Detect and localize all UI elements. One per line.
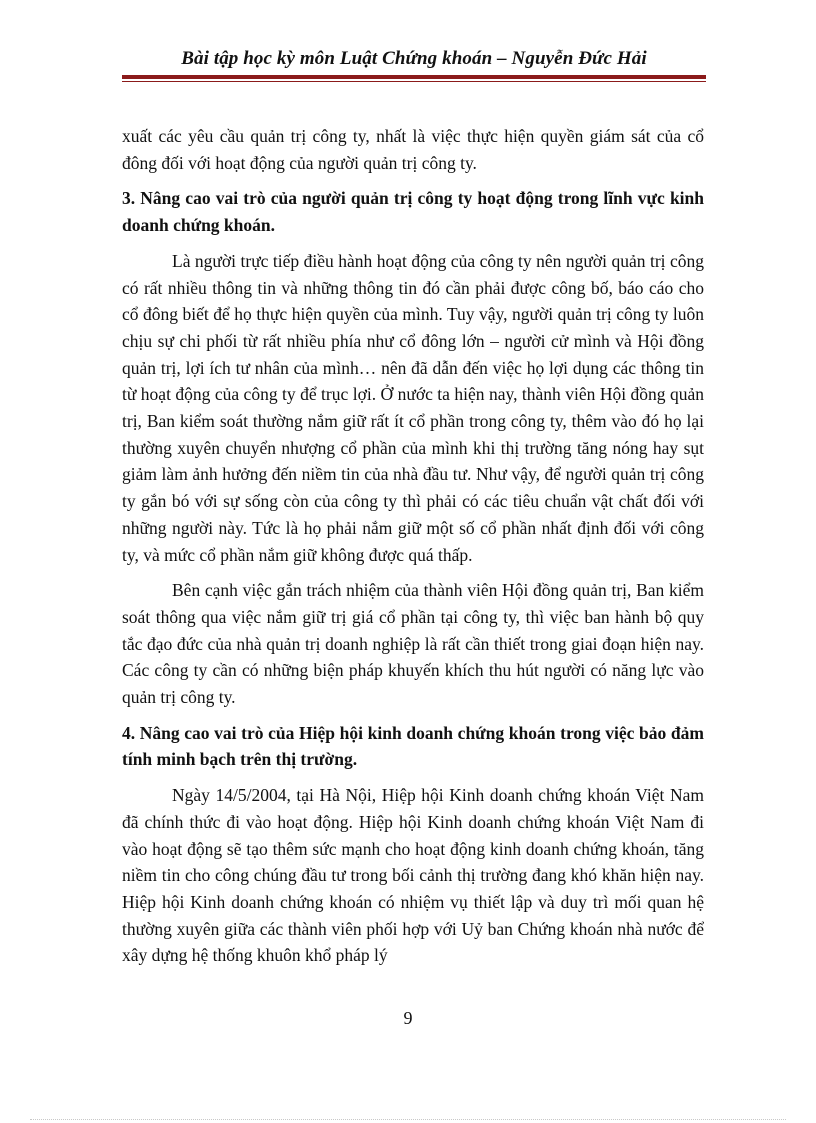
section-heading-3: 3. Nâng cao vai trò của người quản trị công ty hoạt động trong lĩnh vực kinh doanh chứng khoán.	[122, 188, 704, 236]
page-number: 9	[403, 1008, 413, 1028]
paragraph-3-2: Bên cạnh việc gắn trách nhiệm của thành viên Hội đồng quản trị, Ban kiểm soát thông qua việc nắm giữ trị giá cổ phần tại công ty, thì việc ban hành bộ quy tắc đạo đức của nhà quản trị doanh nghiệp là rất cần thiết trong giai đoạn hiện nay. Các công ty cần có những biện pháp khuyến khích thu hút người có năng lực vào quản trị công ty.	[122, 580, 704, 708]
paragraph-4-1: Ngày 14/5/2004, tại Hà Nội, Hiệp hội Kinh doanh chứng khoán Việt Nam đã chính thức đi vào hoạt động. Hiệp hội Kinh doanh chứng khoán Việt Nam đi vào hoạt động sẽ tạo thêm sức mạnh cho hoạt động kinh doanh chứng khoán, tăng niềm tin cho công chúng đầu tư trong bối cảnh thị trường đang khó khăn hiện nay. Hiệp hội Kinh doanh chứng khoán có nhiệm vụ thiết lập và duy trì mối quan hệ thường xuyên giữa các thành viên phối hợp với Uỷ ban Chứng khoán nhà nước để xây dựng hệ thống khuôn khổ pháp lý	[122, 785, 704, 966]
page-bottom-divider	[30, 1119, 786, 1120]
header-rule-thin	[122, 81, 706, 82]
header-title: Bài tập học kỳ môn Luật Chứng khoán – Nguyễn Đức Hải	[181, 48, 647, 69]
body-text	[122, 123, 704, 978]
header-rule-thick	[122, 75, 706, 79]
section-heading-4: 4. Nâng cao vai trò của Hiệp hội kinh doanh chứng khoán trong việc bảo đảm tính minh bạch trên thị trường.	[122, 722, 704, 770]
paragraph-3-1: Là người trực tiếp điều hành hoạt động của công ty nên người quản trị công có rất nhiều thông tin và những thông tin đó cần phải được công bố, báo cáo cho cổ đông biết để họ thực hiện quyền của mình. Tuy vậy, người quản trị công ty luôn chịu sự chi phối từ rất nhiều phía như cổ đông lớn – người cử mình và Hội đồng quản trị, lợi ích tư nhân của mình… nên đã dẫn đến việc họ lợi dụng các thông tin từ hoạt động của công ty để trục lợi. Ở nước ta hiện nay, thành viên Hội đồng quản trị, Ban kiểm soát thường nắm giữ rất ít cổ phần trong công ty, thêm vào đó họ lại thường xuyên chuyển nhượng cổ phần của mình khi thị trường tăng nóng hay sụt giảm làm ảnh hưởng đến niềm tin của nhà đầu tư. Như vậy, để người quản trị công ty gắn bó với sự sống còn của công ty thì phải có các tiêu chuẩn vật chất đối với những người này. Tức là họ phải nắm giữ một số cổ phần nhất định đối với công ty, và mức cổ phần nắm giữ không được quá thấp.	[122, 250, 704, 565]
paragraph-intro: xuất các yêu cầu quản trị công ty, nhất là việc thực hiện quyền giám sát của cổ đông đối với hoạt động của người quản trị công ty.	[122, 126, 704, 173]
